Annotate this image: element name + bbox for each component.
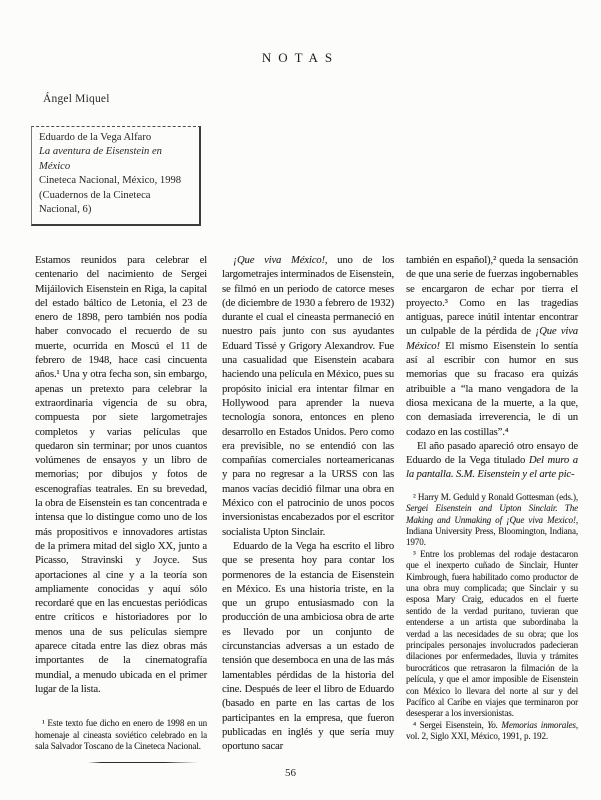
citation-author: Eduardo de la Vega Alfaro xyxy=(39,132,152,143)
footnote-text: ² Harry M. Geduld y Ronald Gottesman (eds.), xyxy=(413,491,578,502)
paragraph-text: , uno de los largometrajes interminados de Eisenstein, se filmó en un periodo de catorce meses (de diciembre de 1930 a febrero de 1932) durante el cual el cineasta permaneció en nuestro país junto con sus ayudantes Eduard Tissé y Grigory Alexandrov. Fue una casualidad que Eisenstein acabara haciendo una película en México, pues su propósito inicial era intentar filmar en Hollywood para aprender la nueva tecnología sonora, entonces en pleno desarrollo en Estados Unidos. Pero como era previsible, no se entendió con las compañías comerciales norteamericanas y para no regresar a la URSS con las manos vacías decidió filmar una obra en México con el patrocinio de unos pocos inversionistas encabezados por el escritor socialista Upton Sinclair. xyxy=(222,255,394,538)
essay-title-italic: Del muro a la pantalla. S.M. Eisenstein y el arte pic- xyxy=(406,455,578,481)
column-1 xyxy=(35,254,207,752)
paragraph-text: también en español),² queda la sensación de que una serie de fuerzas ingobernables se encargaron de echar por tierra el proyecto.³ Como en las tragedias antiguas, parece inútil intentar encontrar un culpable de la pérdida de xyxy=(406,255,578,338)
paragraph-text: El mismo Eisenstein lo sentía así al escribir con humor en sus memorias que su fracaso era quizás atribuible a “la mano vengadora de la diosa mexicana de la muerte, a la que, con demasiada irreverencia, le di un codazo en las costillas”.⁴ xyxy=(406,340,578,438)
book-title-italic: Yo. Memorias inmorales xyxy=(487,719,576,730)
column-2 xyxy=(222,254,394,754)
body-paragraph xyxy=(406,440,578,483)
column-3 xyxy=(406,254,578,743)
scan-artifact-line xyxy=(88,762,198,763)
film-title-italic: ¡Que viva México! xyxy=(406,326,578,352)
film-title-italic: ¡Que viva México! xyxy=(233,255,325,266)
footnote-text: ⁴ Sergei Eisenstein, xyxy=(413,719,488,730)
paragraph-text: El año pasado apareció otro ensayo de Eduardo de la Vega titulado xyxy=(406,440,578,467)
footnote-text: , vol. 2, Siglo XXI, México, 1991, p. 192. xyxy=(406,719,578,742)
footnote-2 xyxy=(406,492,578,549)
body-paragraph: Estamos reunidos para celebrar el centenario del nacimiento de Sergei Mijáilovich Eisenstein en Riga, la capital del estado báltico de Letonia, el 23 de enero de 1898, pero también nos podía haber convocado el recuerdo de su muerte, ocurrida en Moscú el 11 de febrero de 1948, hace casi cincuenta años.¹ Una y otra fecha son, sin embargo, apenas un pretexto para celebrar la extraordinaria vigencia de su obra, compuesta por siete largometrajes completos y varias películas que quedaron sin terminar; por unos cuantos volúmenes de ensayos y un libro de memorias; por dibujos y fotos de escenografías teatrales. En su brevedad, la obra de Eisenstein es tan concentrada e intensa que lo distingue como uno de los más propositivos e innovadores artistas de la primera mitad del siglo XX, junto a Picasso, Stravinski y Joyce. Sus aportaciones al cine y a la teoría son ampliamente conocidas y aquí sólo recordaré que en las encuestas periódicas entre críticos e historiadores por lo menos una de sus películas siempre aparece citada entre las diez obras más importantes de la cinematografía mundial, a menudo ubicada en el primer lugar de la lista. xyxy=(35,255,207,695)
body-paragraph xyxy=(406,254,578,440)
citation-box xyxy=(31,126,201,226)
citation-book-title: La aventura de Eisenstein en México xyxy=(39,146,162,172)
footnotes-block xyxy=(406,492,578,743)
body-paragraph: Eduardo de la Vega ha escrito el libro que se presenta hoy para contar los pormenores de la estancia de Eisenstein en México. Es una historia triste, en la que un grupo entusiasmado con la producción de una ambiciosa obra de arte es llevado por un conjunto de circunstancias adversas a un estado de tensión que desemboca en una de las más lamentables pérdidas de la historia del cine. Después de leer el libro de Eduardo (basado en parte en las cartas de los participantes en la empresa, que fueron publicadas en inglés y que sería muy oportuno sacar xyxy=(222,540,394,753)
footnote-text: , Indiana University Press, Bloomington, Indiana, 1970. xyxy=(406,514,578,548)
footnote-1: ¹ Este texto fue dicho en enero de 1998 en un homenaje al cineasta soviético celebrado en la sala Salvador Toscano de la Cineteca Nacional. xyxy=(35,718,207,752)
citation-publisher: Cineteca Nacional, México, 1998 (Cuadernos de la Cineteca Nacional, 6) xyxy=(39,175,182,216)
footnote-4 xyxy=(406,720,578,743)
author-name: Ángel Miquel xyxy=(43,93,110,105)
section-header: NOTAS xyxy=(261,50,340,65)
body-paragraph xyxy=(222,254,394,540)
book-title-italic: Sergei Eisenstein and Upton Sinclair. The Making and Unmaking of ¡Que viva Mexico! xyxy=(406,503,578,525)
footnote-3: ³ Entre los problemas del rodaje destacaron que el inexperto cuñado de Sinclair, Hunter Kimbrough, fuera habilitado como productor de una obra muy complicada; que Sinclair y su esposa Mary Craig, educados en el fuerte sentido de la verdad puritano, tuvieran que entenderse a un artista que subordinaba la verdad a las necesidades de su obra; que los principales personajes involucrados padecieran dilaciones por enfermedades, lluvia y trámites burocráticos que retrasaron la filmación de la película, y que el amor imposible de Eisenstein con México lo llevara del norte al sur y del Pacífico al Caribe en viajes que terminaron por desesperar a los inversionistas. xyxy=(406,548,578,719)
page-number: 56 xyxy=(285,767,296,779)
